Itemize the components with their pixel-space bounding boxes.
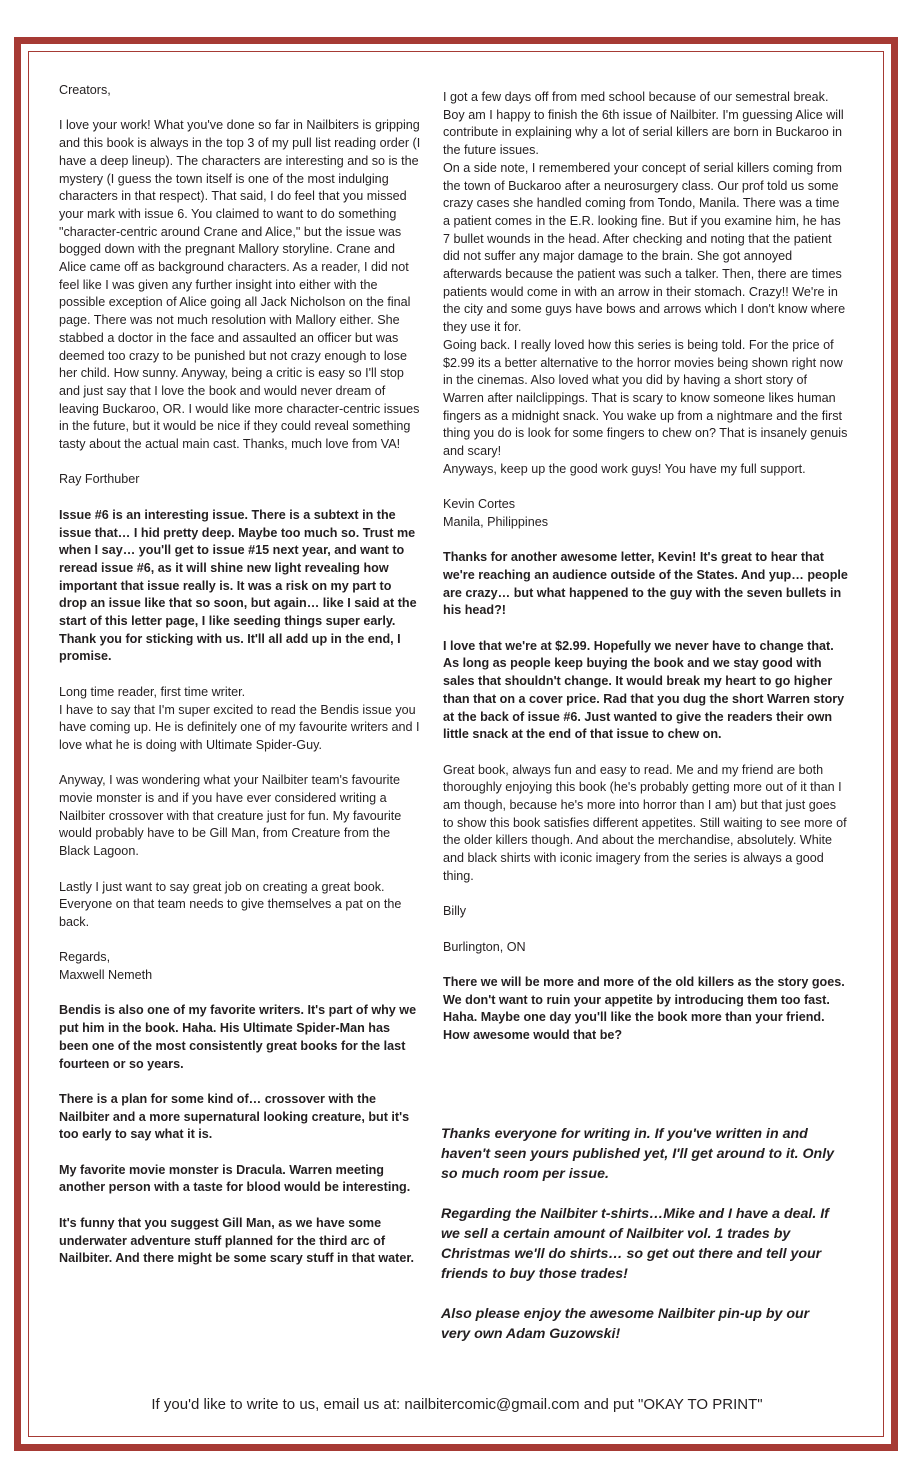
editor-reply: Bendis is also one of my favorite writers. It's part of why we put him in the book. Haha. His Ultimate Spider-Man has been one of the most consistently great books for the last fourteen or so years. [59, 1003, 417, 1071]
footer-contact: If you'd like to write to us, email us at: nailbitercomic@gmail.com and put "OKAY TO PRINT" [151, 1396, 763, 1413]
letter-location: Burlington, ON [443, 939, 526, 954]
letters-right-column [443, 89, 848, 1063]
letter-paragraph: Long time reader, first time writer. I have to say that I'm super excited to read the Bendis issue you have coming up. He is definitely one of my favourite writers and I love what he is doing with Ultimate Spider-Guy. [59, 684, 420, 752]
editor-reply: There we will be more and more of the old killers as the story goes. We don't want to ruin your appetite by introducing them too fast. Haha. Maybe one day you'll like the book more than your friend. How awesome would that be? [443, 975, 845, 1043]
closing-note: Also please enjoy the awesome Nailbiter pin-up by our very own Adam Guzowski! [441, 1306, 810, 1342]
closing-note: Regarding the Nailbiter t-shirts…Mike and I have a deal. If we sell a certain amount of Nailbiter vol. 1 trades by Christmas we'll do shirts… so get out there and tell your friends to buy those trades! [441, 1206, 829, 1282]
letter-paragraph: Great book, always fun and easy to read. Me and my friend are both thoroughly enjoying this book (he's probably getting more out of it than I am though, because he's more into horror than I am) but that just goes to show this book satisfies different appetites. Still waiting to see more of the older killers though. And about the merchandise, absolutely. White and black shirts with iconic imagery from the series is always a good thing. [443, 762, 847, 883]
letters-left-column [59, 82, 421, 1286]
closing-notes [441, 1124, 841, 1364]
letter-signature: Kevin Cortes Manila, Philippines [443, 497, 549, 529]
editor-reply: There is a plan for some kind of… crossover with the Nailbiter and a more supernatural looking creature, but it's too early to say what it is. [59, 1091, 410, 1142]
letter-paragraph: Lastly I just want to say great job on creating a great book. Everyone on that team needs to give themselves a pat on the back. [59, 879, 402, 929]
editor-reply: Issue #6 is an interesting issue. There is a subtext in the issue that… I hid pretty deep. Maybe too much so. Trust me when I say… you'll get to issue #15 next year, and want to reread issue #6, as it will shine new light revealing how important that issue really is. It was a risk on my part to drop an issue like that so soon, but again… like I said at the start of this letter page, I like seeding things super early. Thank you for sticking with us. It'll all add up in the end, I promise. [59, 507, 417, 664]
letter-paragraph: Anyway, I was wondering what your Nailbiter team's favourite movie monster is and if you have ever considered writing a Nailbiter crossover with that creature just for fun. My favourite would probably have to be Gill Man, from Creature from the Black Lagoon. [59, 773, 402, 859]
letter-signature: Billy [443, 904, 467, 919]
letter-paragraph: I got a few days off from med school because of our semestral break. Boy am I happy to finish the 6th issue of Nailbiter. I'm guessing Alice will contribute in explaining why a lot of serial killers are born in Buckaroo in the future issues. [443, 90, 844, 158]
greeting: Creators, [59, 83, 111, 97]
letter-signature: Regards, Maxwell Nemeth [59, 950, 153, 983]
editor-reply: I love that we're at $2.99. Hopefully we never have to change that. As long as people keep buying the book and we stay good with sales that shouldn't change. It would break my heart to go higher than that on a cover price. Rad that you dug the short Warren story at the back of issue #6. Just wanted to give the readers their own little snack at the end of that issue to chew on. [443, 638, 845, 742]
editor-reply: My favorite movie monster is Dracula. Warren meeting another person with a taste for blood would be interesting. [59, 1162, 411, 1195]
letter-paragraph: I love your work! What you've done so far in Nailbiters is gripping and this book is always in the top 3 of my pull list reading order (I have a deep lineup). The characters are interesting and so is the mystery (I guess the town itself is one of the most indulging characters in that respect). That said, I do feel that you missed your mark with issue 6. You claimed to want to do something "character-centric around Crane and Alice," but the issue was bogged down with the pregnant Mallory storyline. Crane and Alice came off as background characters. As a reader, I did not feel like I was given any further insight into either with the possible exception of Alice going all Jack Nicholson on the final page. There was not much resolution with Mallory either. She stabbed a doctor in the face and assaulted an officer but was deemed too crazy to be punished but not crazy enough to lose her child. How sunny. Anyway, being a critic is easy so I'll stop and just say that I love the book and would never dream of leaving Buckaroo, OR. I would like more character-centric issues in the future, but it would be nice if they could reveal something tasty about the actual main cast. Thanks, much love from VA! [59, 118, 421, 452]
letter-paragraph: Going back. I really loved how this series is being told. For the price of $2.99 its a better alternative to the horror movies being shown right now in the cinemas. Also loved what you did by having a short story of Warren after nailclippings. That is scary to know someone likes human fingers as a midnight snack. You wake up from a nightmare and the first thing you do is look for some fingers to chew on? That is insanely genuis and scary! [443, 337, 848, 459]
editor-reply: It's funny that you suggest Gill Man, as we have some underwater adventure stuff planned for the third arc of Nailbiter. And there might be some scary stuff in that water. [59, 1215, 415, 1266]
closing-note: Thanks everyone for writing in. If you've written in and haven't seen yours published yet, I'll get around to it. Only so much room per issue. [441, 1126, 835, 1182]
letter-paragraph: On a side note, I remembered your concept of serial killers coming from the town of Buckaroo after a neurosurgery class. Our prof told us some crazy cases she handled coming from Tondo, Manila. There was a time a patient comes in the E.R. looking fine. But if you examine him, he has 7 bullet wounds in the head. After checking and noting that the patient did not suffer any major damage to the brain. She got annoyed afterwards because the patient was such a talker. Then, there are times patients would come in with an arrow in their stomach. Crazy!! We're in the city and some guys have bows and arrows which I don't know where they use it for. [443, 160, 846, 335]
letter-signature: Ray Forthuber [59, 472, 140, 487]
letter-paragraph: Anyways, keep up the good work guys! You have my full support. [443, 461, 806, 476]
editor-reply: Thanks for another awesome letter, Kevin! It's great to hear that we're reaching an audience outside of the States. And yup… people are crazy… but what happened to the guy with the seven bullets in his head?! [443, 550, 848, 618]
